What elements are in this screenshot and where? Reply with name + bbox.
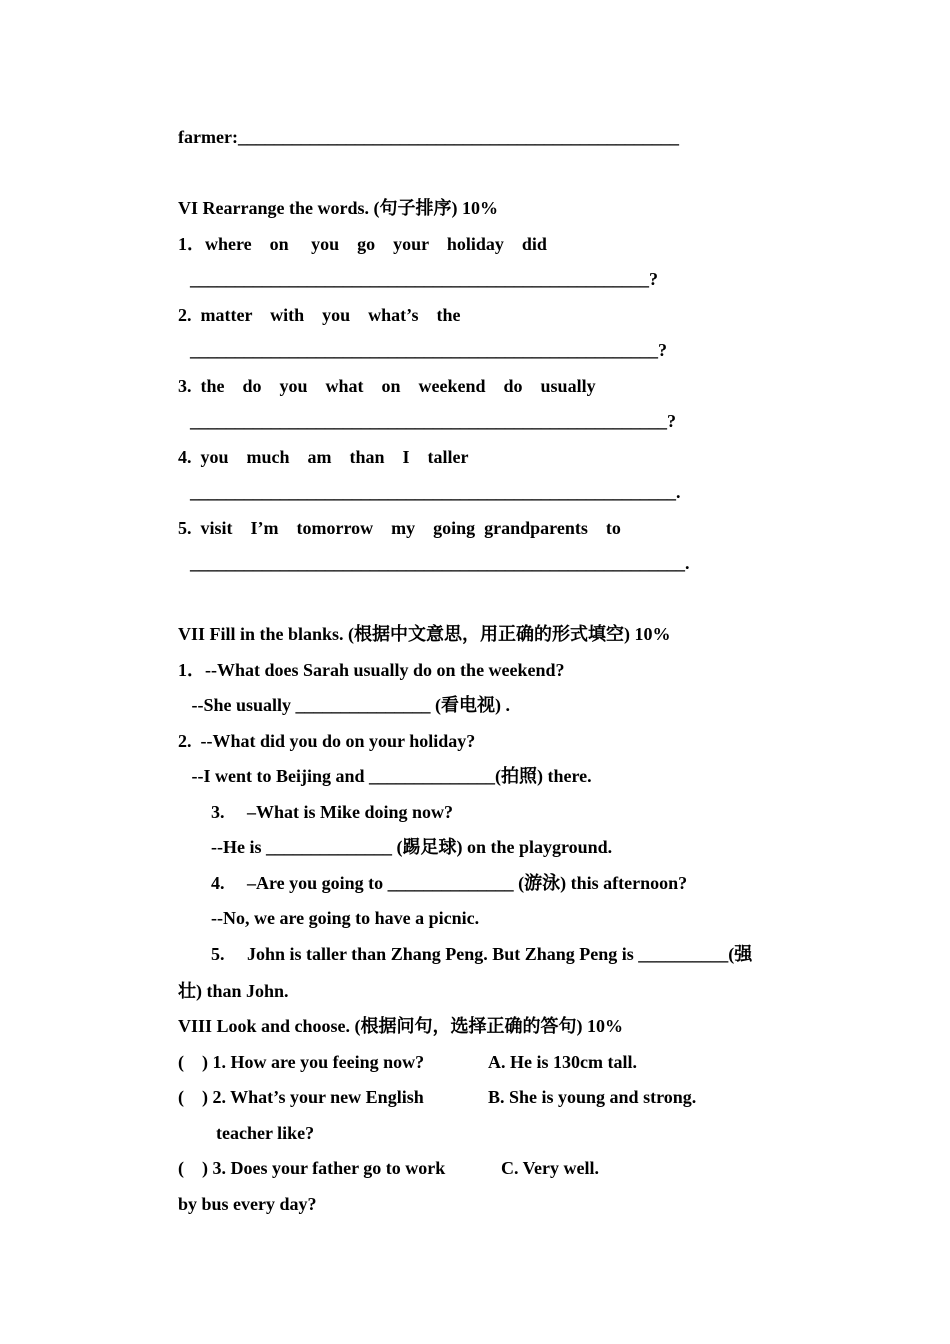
section7-title: VII Fill in the blanks. (根据中文意思，用正确的形式填空) 10% [178, 624, 671, 644]
rearrange-words-3: 3. the do you what on weekend do usually [178, 376, 596, 396]
choose-question-2: ( ) 2. What’s your new English [178, 1087, 424, 1107]
fill-line-5: 3. –What is Mike doing now? [211, 802, 454, 822]
fill-line-8: --No, we are going to have a picnic. [211, 908, 480, 928]
fill-line-4: --I went to Beijing and ______________(拍照) there. [178, 766, 592, 786]
choose-question-3: ( ) 3. Does your father go to work [178, 1158, 446, 1178]
choose-question-1: ( ) 1. How are you feeing now? [178, 1052, 425, 1072]
choose-question-3-cont: by bus every day? [178, 1194, 317, 1214]
rearrange-answer-1: ___________________________________________________? [190, 269, 658, 289]
section6-title: VI Rearrange the words. (句子排序) 10% [178, 198, 498, 218]
farmer-line: farmer:_________________________________________________ [178, 127, 679, 147]
rearrange-answer-4: ______________________________________________________. [190, 482, 681, 502]
rearrange-answer-3: _____________________________________________________? [190, 411, 676, 431]
fill-line-3: 2. --What did you do on your holiday? [178, 731, 476, 751]
fill-line-6: --He is ______________ (踢足球) on the playground. [211, 837, 613, 857]
fill-line-2: --She usually _______________ (看电视) . [178, 695, 511, 715]
rearrange-words-2: 2. matter with you what’s the [178, 305, 461, 325]
fill-line-9: 5. John is taller than Zhang Peng. But Zhang Peng is __________(强 [211, 944, 753, 964]
choose-answer-a: A. He is 130cm tall. [488, 1052, 637, 1072]
fill-line-10: 壮) than John. [178, 981, 289, 1001]
section8-title: VIII Look and choose. (根据问句，选择正确的答句) 10% [178, 1016, 624, 1036]
choose-answer-c: C. Very well. [501, 1158, 599, 1178]
fill-line-1: 1．--What does Sarah usually do on the weekend? [178, 660, 565, 680]
rearrange-words-5: 5. visit I’m tomorrow my going grandparents to [178, 518, 621, 538]
rearrange-answer-2: ____________________________________________________? [190, 340, 667, 360]
rearrange-words-4: 4. you much am than I taller [178, 447, 469, 467]
choose-question-2-cont: teacher like? [216, 1123, 315, 1143]
rearrange-answer-5: _______________________________________________________. [190, 553, 690, 573]
choose-answer-b: B. She is young and strong. [488, 1087, 697, 1107]
rearrange-words-1: 1．where on you go your holiday did [178, 234, 547, 254]
fill-line-7: 4. –Are you going to ______________ (游泳) this afternoon? [211, 873, 688, 893]
